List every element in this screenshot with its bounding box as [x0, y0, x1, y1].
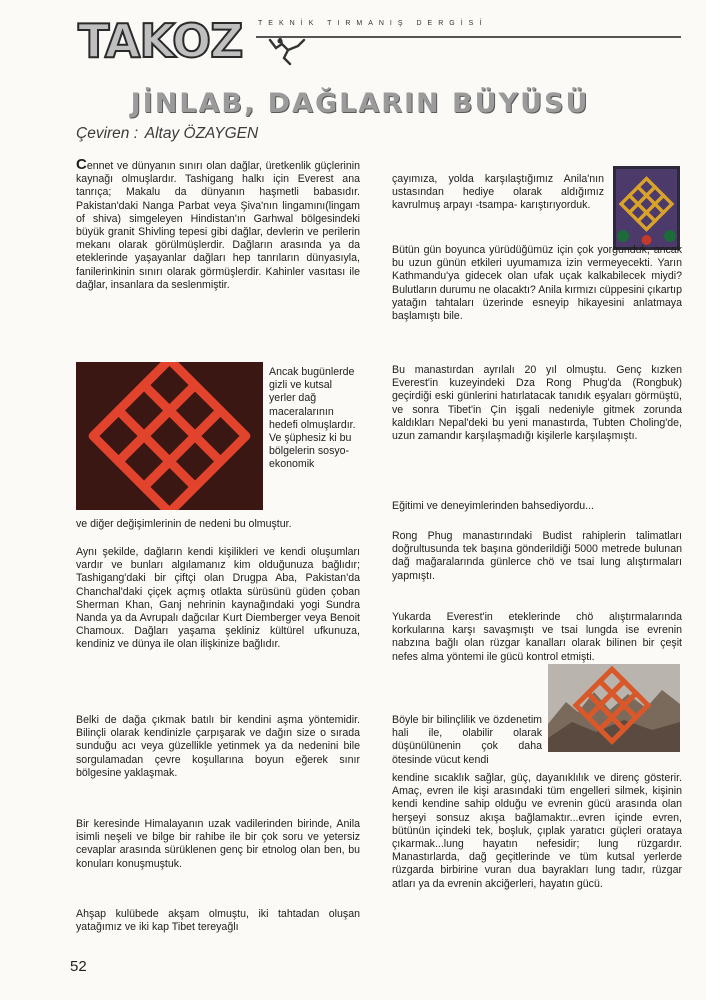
- left-paragraph-6: Ahşap kulübede akşam olmuştu, iki tahtadan oluşan yatağımız ve iki kap Tibet tereyağlı: [76, 908, 360, 934]
- right-paragraph-5: Rong Phug manastırındaki Budist rahiplerin talimatları doğrultusunda tek başına gönderildiği 5000 metrede bulunan dağ mağaralarında günlerce chö ve tsai lung alıştırmaları yapmıştı.: [392, 530, 682, 582]
- page-number: 52: [70, 958, 87, 975]
- right-paragraph-6: Yukarda Everest'in eteklerinde chö alıştırmalarında korkularına karşı savaşmıştı ve tsai lungda ise evrenin nabzına bağlı olan rüzgar kanalları olarak bilinen bir çeşit nefes alma yöntemi ile gücü kontrol etmişti.: [392, 611, 682, 663]
- right-paragraph-4: Eğitimi ve deneyimlerinden bahsediyordu...: [392, 500, 594, 512]
- right-paragraph-3: Bu manastırdan ayrılalı 20 yıl olmuştu. Genç kızken Everest'in kuzeyindeki Dza Rong Phug'da (Rongbuk) geçirdiği eski günlerini hatırlatacak tanıdık eşyaları görmüştü, ve sonra Tibet'in Çin işgali nedeniyle gitmek zorunda kaldıkları Nepal'deki bu yeni manastırda, Tubten Choling'de, uzun zamandır karşılaşmadığı kişilerle karşılaşmıştı.: [392, 364, 682, 443]
- right-paragraph-2: Bütün gün boyunca yürüdüğümüz için çok yorgunduk, ancak bu uzun günün etkileri uyumamıza izin vermeyecekti. Yarın Kathmandu'ya gidecek olan ufak uçak kalkabilecek miydi? Bulutların durumu ne olacaktı? Anila kırmızı cüppesini çıkartıp yatağın tahtaları üzerinde esneyip hikayesini anlatmaya başlamıştı bile.: [392, 244, 682, 323]
- endless-knot-image: [76, 362, 263, 510]
- endless-knot-thangka-image: [613, 166, 680, 250]
- masthead: [78, 14, 683, 66]
- article-title: JİNLAB, DAĞLARIN BÜYÜSÜ: [130, 88, 590, 119]
- climber-icon: [266, 38, 306, 66]
- left-paragraph-5: Bir keresinde Himalayanın uzak vadilerinden birinde, Anila isimli neşeli ve bilge bir rahibe ile bir çok soru ve yetersiz cevaplar arasında sürüklenen genç bir etnolog olan ben, bu konuları konuşmuştuk.: [76, 818, 360, 870]
- left-paragraph-1-text: ennet ve dünyanın sınırı olan dağlar, üretkenlik güçlerinin kaynağı olmuşlardır. Tashigang halkı için Everest ana tanrıça; Makalu da dünyanın haşmetli babasıdır. Pakistan'daki Nanga Parbat veya Şiva'nın lingamını(lingam of shiva) simgeleyen Hindistan'ın Garhwal bölgesindeki büyük granit Shivling tepesi gibi dağlar, devlerin ve perilerin mekanı olarak görülmüşlerdir. Dağların arasında ya da eteklerinde yaşayanlar dağları hep tanrıların dünyasıyla, fanilerinkinin sınırı olarak görmüşlerdir. Kahinler vasıtası ile dağlar, insanlara da seslenmiştir.: [76, 160, 360, 291]
- article-byline: [76, 125, 258, 143]
- left-paragraph-2-side: Ancak bugünlerde gizli ve kutsal yerler dağ maceralarının hedefi olmuşlardır. Ve şüphesiz ki bu bölgelerin sosyo-ekonomik: [269, 366, 356, 471]
- left-paragraph-2-tail: ve diğer değişimlerinin de nedeni bu olmuştur.: [76, 518, 292, 530]
- right-paragraph-7-side: Böyle bir bilinçlilik ve özdenetim hali ile, olabilir olarak düşünülünenin çok daha ötesinde vücut kendi: [392, 714, 542, 766]
- magazine-logo: TAKOZ: [78, 14, 243, 68]
- translator-name: Altay ÖZAYGEN: [144, 125, 259, 142]
- magazine-subtitle: TEKNİK TIRMANIŞ DERGİSİ: [258, 20, 488, 27]
- left-paragraph-3: Aynı şekilde, dağların kendi kişilikleri ve kendi oluşumları vardır ve bunları algılamanız kim olduğunuza bağlıdır; Tashigang'daki bir çiftçi olan Drugpa Aba, Pakistan'da Chanchal'daki çiçek açmış otlakta sürüsünü güden çoban Sherman Khan, Ganj nehrinin kaynağındaki yogi Sundra Nanda ya da Avrupalı dağcılar Kurt Diemberger veya Benoit Chamoux. Dağları yaşama şekliniz kültürel ufkunuza, kendiniz ve dünya ile olan ilişkinize bağlıdır.: [76, 546, 360, 651]
- masthead-rule: [256, 36, 681, 38]
- left-paragraph-1: [76, 158, 360, 292]
- right-paragraph-1: çayımıza, yolda karşılaştığımız Anila'nın ustasından hediye olarak aldığımız kavrulmuş arpayı -tsampa- karıştırıyorduk.: [392, 173, 604, 212]
- left-paragraph-4: Belki de dağa çıkmak batılı bir kendini aşma yöntemidir. Bilinçli olarak kendinizle çarpışarak ve dağın size o sırada sunduğu acı veya güzellikle yetinmek ya da nedenini bile sorgulamadan çevre koşullarına boyun eğerek sınır bölgesine yaklaşmak.: [76, 714, 360, 779]
- right-paragraph-7-tail: kendine sıcaklık sağlar, güç, dayanıklılık ve direnç gösterir. Amaç, evren ile kişi arasındaki tüm engelleri silmek, kişinin kendi kendine sahip olduğu ve evrenin gücü arasında olan herşeyi sonsuz akışa bağlamaktır...evren içinde evren, bütünün içindeki tek, boşluk, çıplak yaratıcı güçleri orataya çıkarmak...lung hayatın nefesidir; lung rüzgardır. Manastırlarda, dağ geçitlerinde ve tüm kutsal yerlerde rüzgarda birbirine vuran dua bayrakları lung tadır, rüzgar atları ya da evrenin akciğerleri, hayatın gücü.: [392, 772, 682, 890]
- mountain-knot-image: [548, 664, 680, 752]
- translator-label: Çeviren :: [76, 125, 139, 142]
- drop-cap: C: [76, 156, 87, 173]
